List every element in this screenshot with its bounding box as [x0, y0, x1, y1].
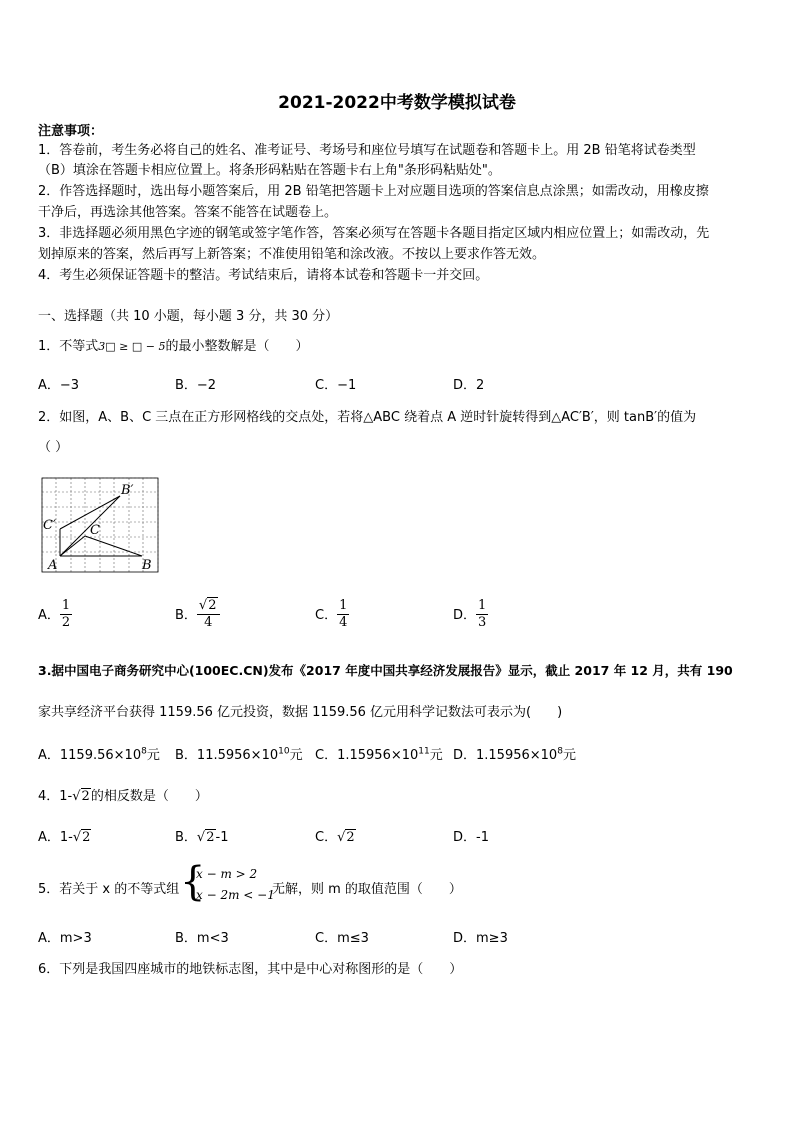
label-c-prime: C′	[43, 518, 56, 533]
q1-stem-b: 的最小整数解是（ ）	[165, 339, 309, 354]
q4-option-a: A．1-√2	[38, 830, 91, 845]
segment-ac	[60, 536, 85, 556]
q1-option-b: B．−2	[175, 378, 217, 393]
notice-line: 干净后，再选涂其他答案。答案不能答在试题卷上。	[38, 205, 338, 220]
q5-option-d: D．m≥3	[453, 931, 508, 946]
q3-option-d: D．$1.15956\times 10^8$元	[453, 746, 576, 763]
notice-line: 划掉原来的答案，然后再写上新答案；不准使用铅笔和涂改液。不按以上要求作答无效。	[38, 247, 546, 262]
q1-stem-a: 1．不等式	[38, 339, 99, 354]
q3-line-1: 3.据中国电子商务研究中心(100EC.CN)发布《2017 年度中国共享经济发展报告》显示，截止 2017 年 12 月，共有 190	[38, 663, 733, 678]
q1-option-a: A．−3	[38, 378, 80, 393]
notice-line: 1．答卷前，考生务必将自己的姓名、准考证号、考场号和座位号填写在试题卷和答题卡上。用 2B 铅笔将试卷类型	[38, 143, 696, 158]
q2-grid-figure	[38, 472, 162, 578]
page-title: 2021-2022中考数学模拟试卷	[278, 93, 516, 113]
segment-cb	[85, 536, 142, 556]
label-c: C	[90, 523, 100, 538]
q2-option-c: C． $\frac{1}{4}$	[315, 598, 348, 630]
label-b-prime: B′	[121, 483, 134, 498]
notice-heading: 注意事项：	[38, 124, 104, 139]
q2-stem: 2．如图，A、B、C 三点在正方形网格线的交点处，若将△ABC 绕着点 A 逆时针旋转得到△AC′B′，则 tanB′的值为	[38, 410, 697, 425]
notice-line: 2．作答选择题时，选出每小题答案后，用 2B 铅笔把答题卡上对应题目选项的答案信息点涂黑；如需改动，用橡皮擦	[38, 184, 709, 199]
q1-expression: 3□ ≥ □ − 5	[98, 340, 166, 353]
label-a: A	[48, 558, 58, 573]
q3-option-a: A．$1159.56\times 10^8$元	[38, 746, 160, 763]
q4-option-b: B．√2-1	[175, 830, 229, 845]
grid-lines	[42, 478, 158, 572]
notice-line: （B）填涂在答题卡相应位置上。将条形码粘贴在答题卡右上角"条形码粘贴处"。	[38, 163, 501, 178]
q5-row-1: x − m > 2	[196, 867, 258, 881]
q5-system	[196, 864, 275, 906]
notice-line: 3．非选择题必须用黑色字迹的钢笔或签字笔作答，答案必须写在答题卡各题目指定区域内相应位置上；如需改动，先	[38, 226, 710, 241]
q6-stem: 6．下列是我国四座城市的地铁标志图，其中是中心对称图形的是（ ）	[38, 962, 463, 977]
q4-option-d: D．-1	[453, 830, 489, 845]
section-heading: 一、选择题（共 10 小题，每小题 3 分，共 30 分）	[38, 309, 339, 324]
q3-option-b: B．$11.5956\times 10^{10}$元	[175, 746, 303, 763]
q4-option-c: C．√2	[315, 830, 355, 845]
q3-option-c: C．$1.15956\times 10^{11}$元	[315, 746, 443, 763]
q5-option-a: A．m>3	[38, 931, 92, 946]
q5-option-c: C．m≤3	[315, 931, 369, 946]
q5-stem-b: 无解，则 m 的取值范围（ ）	[272, 882, 462, 897]
q5-option-b: B．m<3	[175, 931, 229, 946]
q2-option-d: D． $\frac{1}{3}$	[453, 598, 487, 630]
q4-stem: 4．1-√2的相反数是（ ）	[38, 789, 208, 804]
q2-option-a: A． $\frac{1}{2}$	[38, 598, 71, 630]
label-b: B	[142, 558, 152, 573]
q1-option-c: C．−1	[315, 378, 357, 393]
q5-stem-a: 5．若关于 x 的不等式组	[38, 882, 180, 897]
q5-row-2: x − 2m < −1	[196, 888, 275, 902]
question-1	[38, 335, 309, 354]
q2-paren: （ ）	[38, 440, 69, 455]
q2-option-b: B． $\frac{√2}{4}$	[175, 598, 220, 631]
q3-line-2: 家共享经济平台获得 1159.56 亿元投资，数据 1159.56 亿元用科学记数法可表示为( )	[38, 705, 563, 720]
brace-icon: {	[180, 859, 206, 905]
notice-line: 4．考生必须保证答题卡的整洁。考试结束后，请将本试卷和答题卡一并交回。	[38, 268, 489, 283]
q1-option-d: D．2	[453, 378, 485, 393]
